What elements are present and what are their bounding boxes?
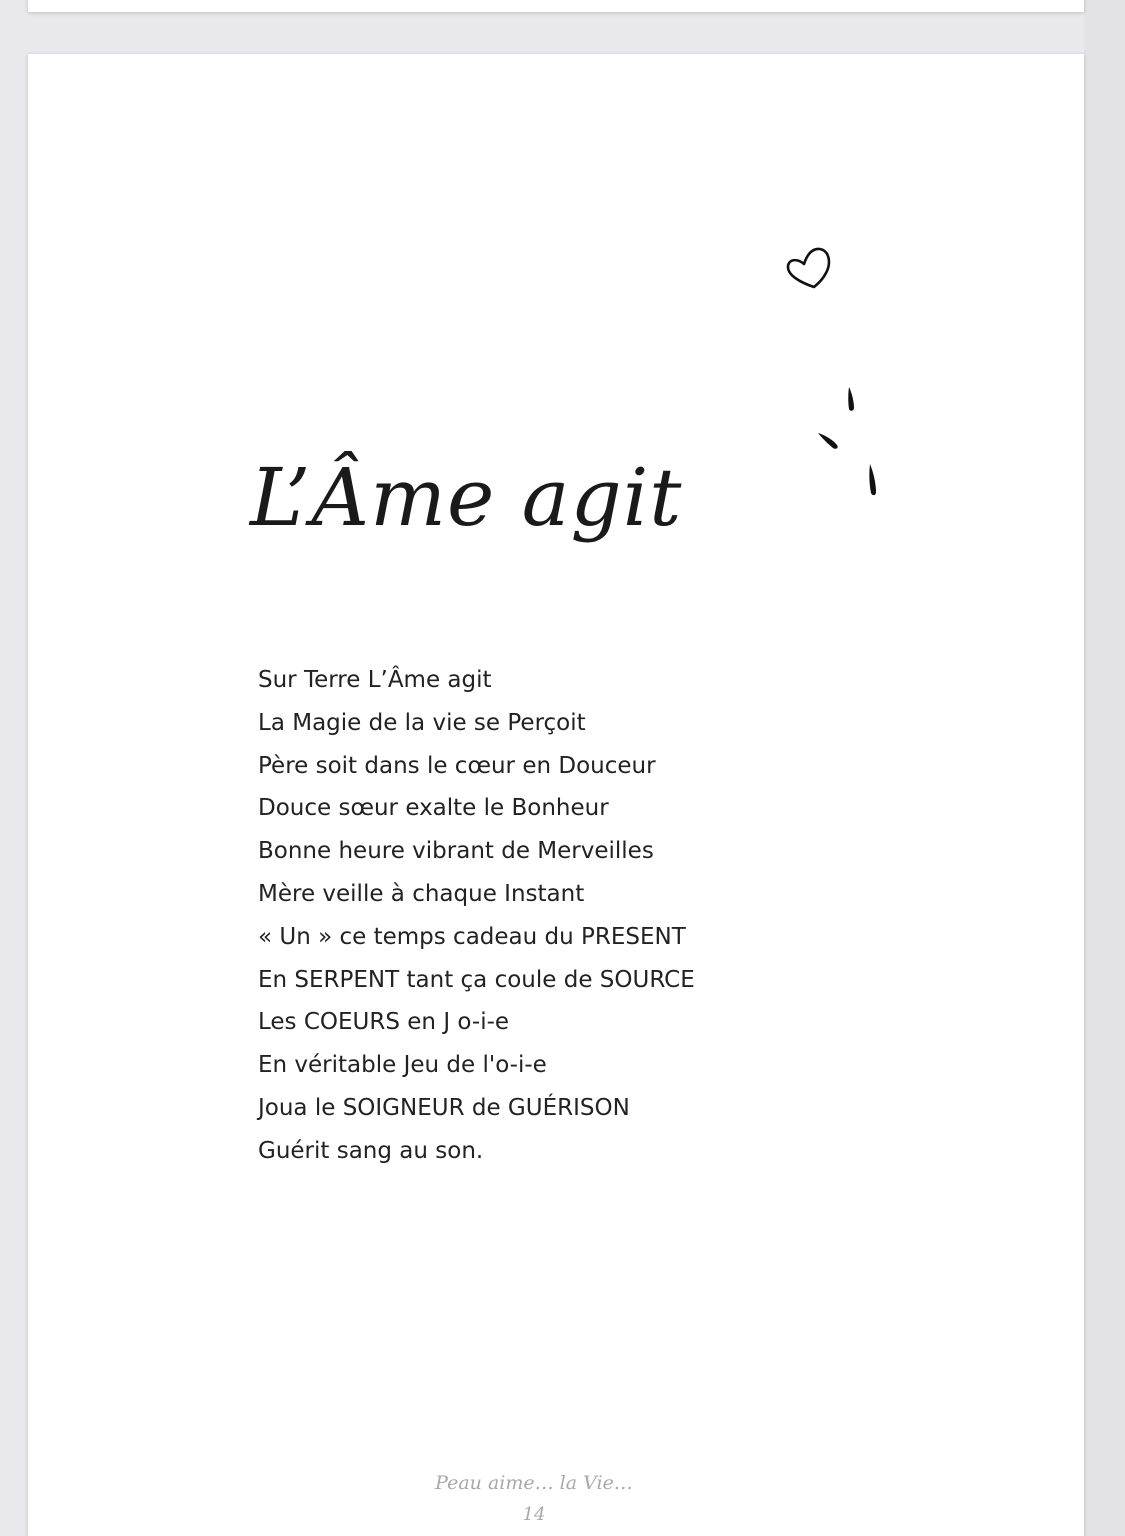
drop-top [848, 387, 854, 411]
poem-line: Mère veille à chaque Instant [258, 880, 585, 907]
droplets-icon [814, 384, 884, 499]
drop-bottom [869, 464, 876, 495]
poem-line: Père soit dans le cœur en Douceur [258, 752, 656, 779]
poem-line: Sur Terre L’Âme agit [258, 667, 492, 693]
drop-left [818, 433, 838, 449]
running-footer: Peau aime… la Vie… [435, 1472, 633, 1494]
previous-page [28, 0, 1084, 12]
poem-line: La Magie de la vie se Perçoit [258, 709, 586, 736]
current-page [28, 54, 1084, 1536]
poem-line: Joua le SOIGNEUR de GUÉRISON [258, 1094, 630, 1121]
poem-body [258, 659, 695, 1173]
poem-line: En SERPENT tant ça coule de SOURCE [258, 966, 695, 993]
viewer-scroll-area[interactable] [1084, 0, 1125, 1536]
poem-line: Douce sœur exalte le Bonheur [258, 795, 609, 822]
poem-title: L’Âme agit [250, 451, 683, 544]
heart-outline-icon [784, 243, 836, 293]
poem-line: En véritable Jeu de l'o-i-e [258, 1052, 547, 1079]
poem-line: Les COEURS en J o-i-e [258, 1009, 510, 1036]
poem-line: Guérit sang au son. [258, 1137, 484, 1164]
page-number: 14 [522, 1504, 546, 1525]
poem-line: Bonne heure vibrant de Merveilles [258, 838, 654, 865]
poem-line: « Un » ce temps cadeau du PRESENT [258, 923, 686, 950]
